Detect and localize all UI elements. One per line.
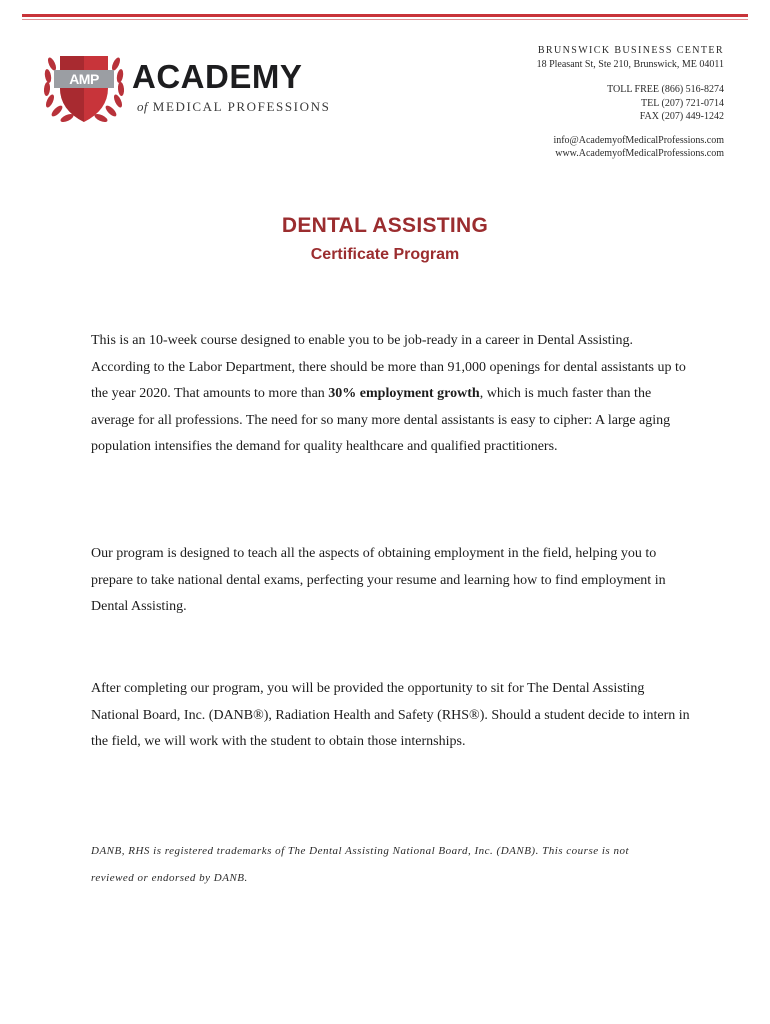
laurel-shield-logo-icon xyxy=(40,48,128,126)
academy-logo xyxy=(40,48,331,128)
logo-tagline-prefix: of xyxy=(137,99,148,114)
svg-text:AMP: AMP xyxy=(69,71,99,87)
page-subtitle: Certificate Program xyxy=(310,246,460,263)
fax-number: FAX (207) 449-1242 xyxy=(639,111,724,122)
contact-block xyxy=(537,44,724,161)
business-center-name: BRUNSWICK BUSINESS CENTER xyxy=(537,45,724,56)
rule-thin xyxy=(22,19,748,20)
logo-wordmark: ACADEMY xyxy=(132,58,303,95)
address-line: 18 Pleasant St, Ste 210, Brunswick, ME 04011 xyxy=(536,58,724,70)
trademark-footnote: DANB, RHS is registered trademarks of The Dental Assisting National Board, Inc. (DANB). This course is not reviewed or endorsed by DANB. xyxy=(91,845,629,884)
rule-thick xyxy=(22,14,748,17)
intro-text-start: This is an 10-week course designed to enable you to be job-ready in a career in Dental Assisting. According to the Labor Department, there should be more than 91,000 openings for dental assistants up to the year 2020. That amounts to more than xyxy=(91,333,686,402)
email-link[interactable]: info@AcademyofMedicalProfessions.com xyxy=(553,134,724,146)
logo-tagline xyxy=(137,99,330,115)
certification-paragraph: After completing our program, you will be provided the opportunity to sit for The Dental Assisting National Board, Inc. (DANB®), Radiation Health and Safety (RHS®). Should a student decide to intern in the field, we will work with the student to obtain those internships. xyxy=(91,681,690,750)
website-link[interactable]: www.AcademyofMedicalProfessions.com xyxy=(555,148,724,159)
page-title: DENTAL ASSISTING xyxy=(281,214,489,237)
intro-text-end: , which is much faster than the average for all professions. The need for so many more dental assistants is easy to cipher: A large aging population intensifies the demand for quality healthcare and qualified practitioners. xyxy=(91,386,671,455)
tel-phone: TEL (207) 721-0714 xyxy=(641,97,724,109)
intro-paragraph xyxy=(91,328,691,461)
toll-free-phone: TOLL FREE (866) 516-8274 xyxy=(607,84,724,95)
title-block xyxy=(0,214,770,264)
program-paragraph: Our program is designed to teach all the aspects of obtaining employment in the field, helping you to prepare to take national dental exams, perfecting your resume and learning how to find employment in Dental Assisting. xyxy=(91,546,666,615)
intro-highlight: 30% employment growth xyxy=(328,386,480,402)
logo-tagline-text: MEDICAL PROFESSIONS xyxy=(152,99,331,114)
top-red-rule xyxy=(22,14,748,21)
